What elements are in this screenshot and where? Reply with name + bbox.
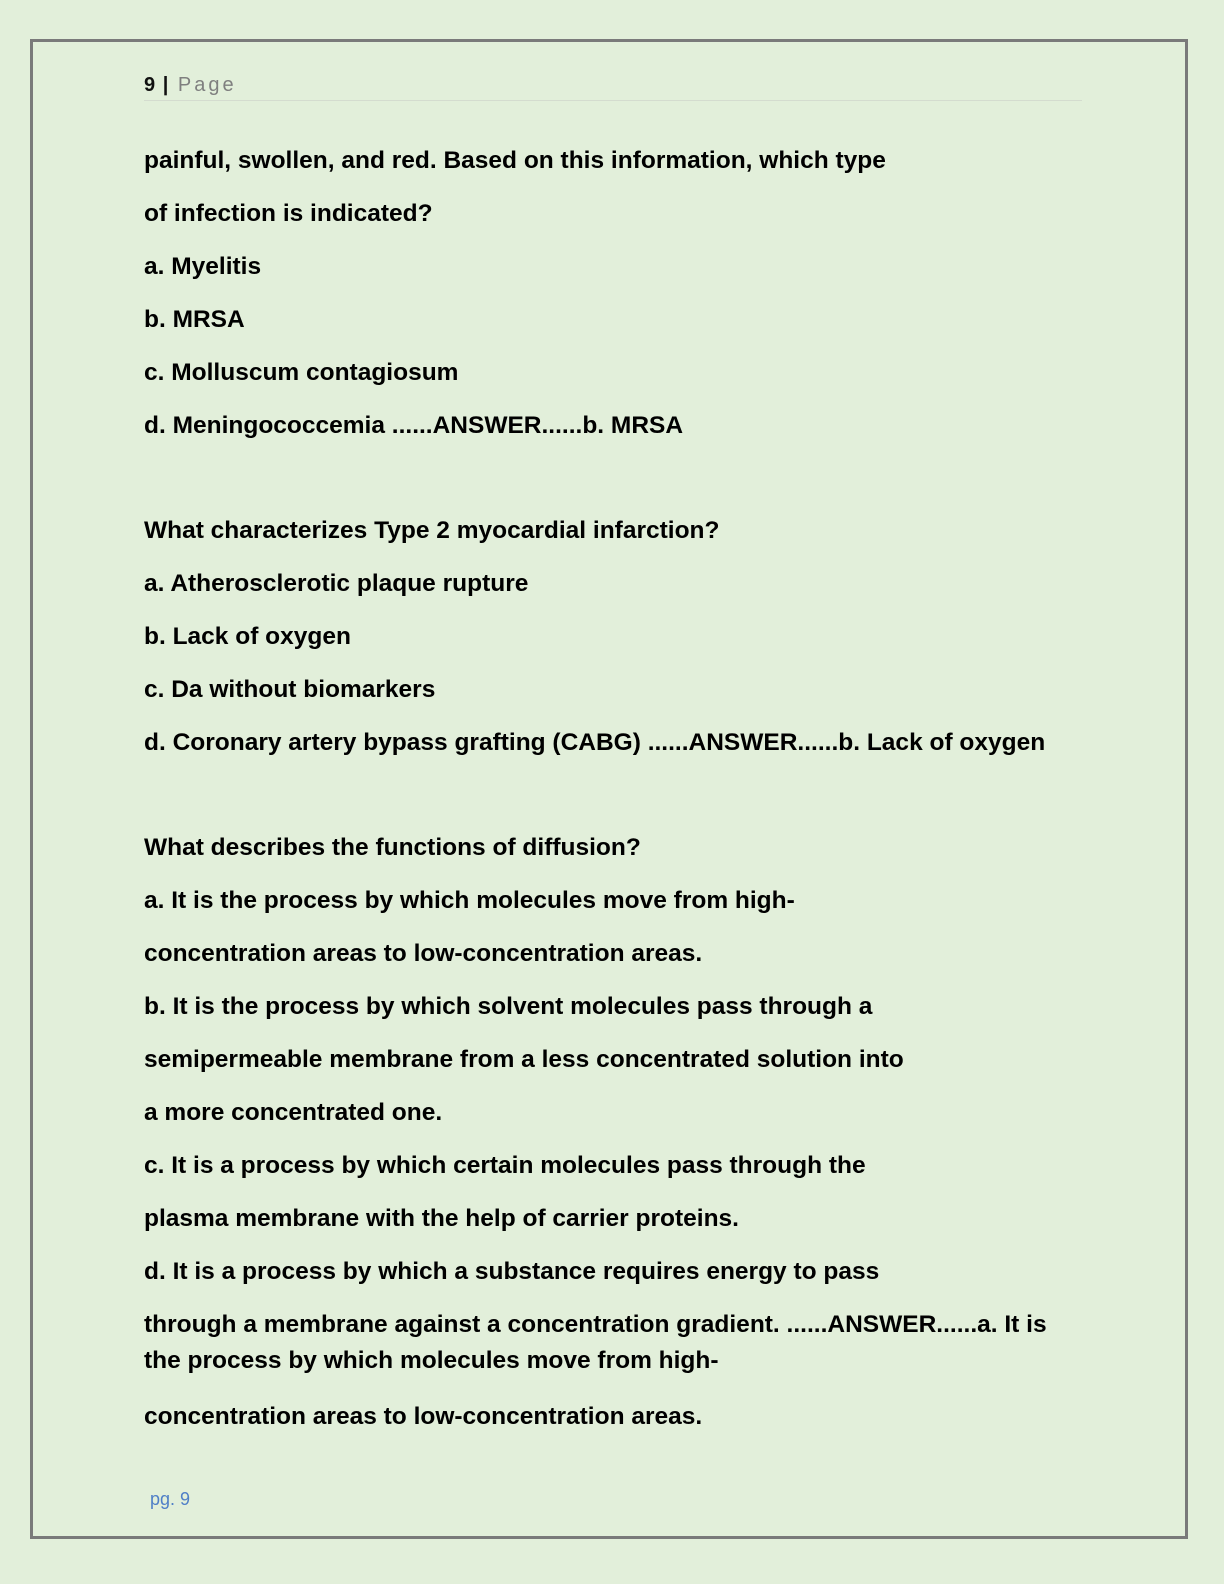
spacer — [144, 464, 1074, 516]
answer-option: c. Molluscum contagiosum — [144, 359, 459, 386]
question-text: What describes the functions of diffusion? — [144, 834, 641, 861]
answer-option-with-answer: through a membrane against a concentration gradient. ......ANSWER......a. It is the process by which molecules move from high- — [144, 1311, 1047, 1374]
question-text: painful, swollen, and red. Based on this information, which type — [144, 147, 886, 174]
page-header — [144, 72, 1082, 101]
answer-option: b. It is the process by which solvent molecules pass through a — [144, 993, 873, 1020]
answer-option: semipermeable membrane from a less concentrated solution into — [144, 1046, 904, 1073]
answer-continuation: concentration areas to low-concentration areas. — [144, 1403, 703, 1430]
answer-option: c. It is a process by which certain molecules pass through the — [144, 1152, 866, 1179]
header-separator: | — [162, 74, 169, 96]
answer-option: a. It is the process by which molecules move from high- — [144, 887, 795, 914]
answer-option: c. Da without biomarkers — [144, 676, 436, 703]
question-block — [144, 146, 1074, 441]
answer-option: a more concentrated one. — [144, 1099, 443, 1126]
question-text: What characterizes Type 2 myocardial infarction? — [144, 517, 720, 544]
page-footer: pg. 9 — [150, 1489, 191, 1509]
answer-option: a. Myelitis — [144, 253, 262, 280]
answer-option-with-answer: d. Meningococcemia ......ANSWER......b. MRSA — [144, 412, 684, 439]
header-page-word: Page — [177, 74, 237, 96]
answer-option: b. MRSA — [144, 306, 245, 333]
question-text: of infection is indicated? — [144, 200, 433, 227]
spacer — [144, 781, 1074, 833]
answer-option: d. It is a process by which a substance requires energy to pass — [144, 1258, 880, 1285]
answer-option: plasma membrane with the help of carrier proteins. — [144, 1205, 739, 1232]
answer-option-with-answer: d. Coronary artery bypass grafting (CABG) ......ANSWER......b. Lack of oxygen — [144, 729, 1046, 756]
answer-option: b. Lack of oxygen — [144, 623, 351, 650]
answer-option: concentration areas to low-concentration areas. — [144, 940, 703, 967]
question-block — [144, 516, 1074, 758]
question-block — [144, 833, 1074, 1432]
document-body — [144, 146, 1074, 1455]
header-page-number: 9 — [144, 74, 156, 96]
answer-option: a. Atherosclerotic plaque rupture — [144, 570, 529, 597]
